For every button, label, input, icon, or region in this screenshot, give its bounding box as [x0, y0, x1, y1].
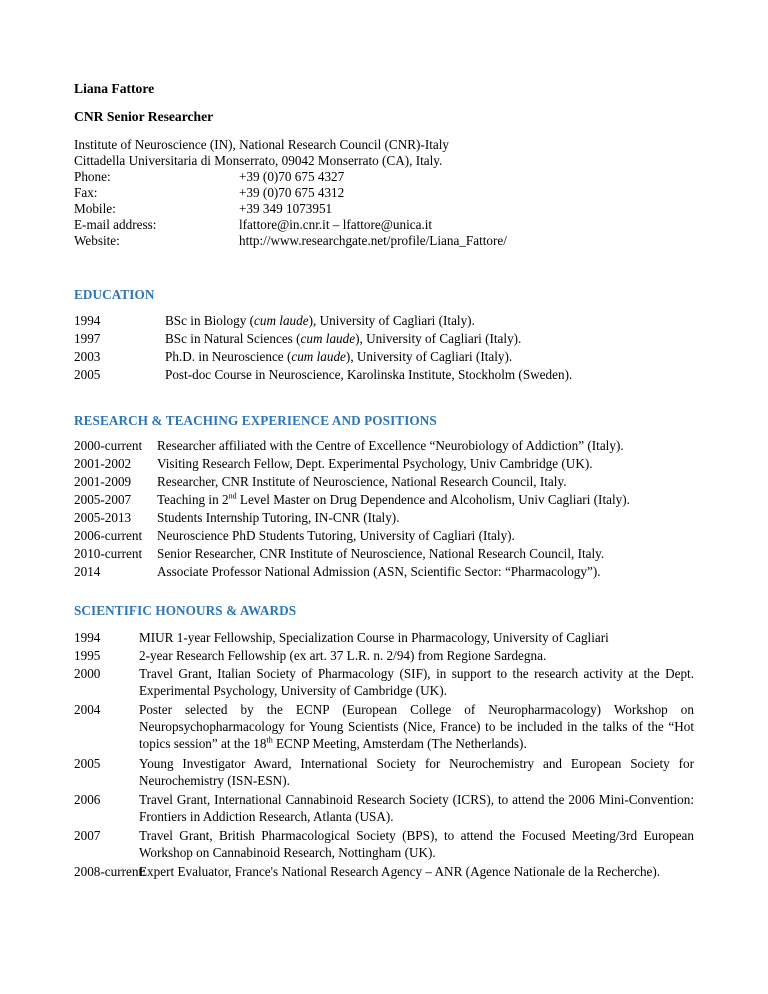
- award-year: 2004: [74, 702, 101, 717]
- award-row: [74, 791, 694, 825]
- contact-value: +39 349 1073951: [239, 201, 333, 216]
- research-text: Students Internship Tutoring, IN-CNR (Italy).: [157, 510, 400, 525]
- award-year: 2005: [74, 756, 101, 771]
- contact-label: Phone:: [74, 169, 111, 184]
- research-text: Researcher, CNR Institute of Neuroscience, National Research Council, Italy.: [157, 474, 567, 489]
- research-row: [74, 546, 605, 562]
- section-title-education: EDUCATION: [74, 287, 155, 302]
- award-row: [74, 647, 694, 664]
- research-text: Associate Professor National Admission (ASN, Scientific Sector: “Pharmacology”).: [157, 564, 601, 579]
- research-text: Senior Researcher, CNR Institute of Neuroscience, National Research Council, Italy.: [157, 546, 605, 561]
- research-year: 2005-2013: [74, 510, 132, 525]
- award-text: 2-year Research Fellowship (ex art. 37 L.R. n. 2/94) from Regione Sardegna.: [139, 648, 547, 663]
- award-year: 2000: [74, 666, 101, 681]
- research-year: 2010-current: [74, 546, 143, 561]
- research-row: [74, 564, 601, 580]
- address-line-1: Institute of Neuroscience (IN), National Research Council (CNR)-Italy: [74, 137, 449, 152]
- contact-label: E-mail address:: [74, 217, 157, 232]
- education-year: 2005: [74, 367, 101, 382]
- education-text: BSc in Biology (cum laude), University of Cagliari (Italy).: [165, 313, 475, 328]
- award-text: Travel Grant, Italian Society of Pharmacology (SIF), in support to the research activity at the Dept. Experimental Psychology, University of Cambridge (UK).: [139, 666, 694, 698]
- address-line-2: Cittadella Universitaria di Monserrato, 09042 Monserrato (CA), Italy.: [74, 153, 443, 168]
- education-year: 2003: [74, 349, 101, 364]
- research-row: [74, 456, 593, 472]
- award-row: [74, 863, 694, 880]
- research-year: 2000-current: [74, 438, 143, 453]
- education-row: [74, 349, 513, 365]
- research-text: Neuroscience PhD Students Tutoring, University of Cagliari (Italy).: [157, 528, 515, 543]
- contact-website: [74, 233, 507, 249]
- research-row: [74, 474, 567, 490]
- research-year: 2001-2009: [74, 474, 132, 489]
- award-text: Young Investigator Award, International Society for Neurochemistry and European Society for Neurochemistry (ISN-ESN).: [139, 756, 694, 788]
- education-year: 1997: [74, 331, 101, 346]
- award-row: [74, 827, 694, 861]
- contact-phone: [74, 169, 344, 185]
- research-row: [74, 510, 400, 526]
- contact-value[interactable]: http://www.researchgate.net/profile/Liana_Fattore/: [239, 233, 507, 248]
- research-text: Visiting Research Fellow, Dept. Experimental Psychology, Univ Cambridge (UK).: [157, 456, 593, 471]
- education-row: [74, 331, 522, 347]
- research-text: Teaching in 2nd Level Master on Drug Dependence and Alcoholism, Univ Cagliari (Italy).: [157, 491, 630, 507]
- award-text: MIUR 1-year Fellowship, Specialization Course in Pharmacology, University of Cagliari: [139, 630, 609, 645]
- person-name: Liana Fattore: [74, 81, 155, 96]
- contact-label: Website:: [74, 233, 120, 248]
- research-text: Researcher affiliated with the Centre of Excellence “Neurobiology of Addiction” (Italy).: [157, 438, 624, 453]
- research-row: [74, 528, 515, 544]
- education-year: 1994: [74, 313, 101, 328]
- award-row: [74, 629, 694, 646]
- research-row: [74, 438, 624, 454]
- award-text: Poster selected by the ECNP (European College of Neuropharmacology) Workshop on Neuropsychopharmacology for Young Scientists (Nice, France) to be included in the talks of the “Hot topics session” at the 18th ECNP Meeting, Amsterdam (The Netherlands).: [139, 702, 694, 751]
- contact-value: +39 (0)70 675 4312: [239, 185, 345, 200]
- award-text: Travel Grant, International Cannabinoid Research Society (ICRS), to attend the 2006 Mini-Convention: Frontiers in Addiction Research, Atlanta (USA).: [139, 792, 694, 824]
- contact-label: Mobile:: [74, 201, 116, 216]
- research-year: 2001-2002: [74, 456, 132, 471]
- research-row: [74, 491, 630, 508]
- section-title-research: RESEARCH & TEACHING EXPERIENCE AND POSITIONS: [74, 413, 437, 428]
- contact-email: [74, 217, 432, 233]
- contact-label: Fax:: [74, 185, 98, 200]
- contact-value[interactable]: lfattore@in.cnr.it – lfattore@unica.it: [239, 217, 433, 232]
- person-role: CNR Senior Researcher: [74, 109, 214, 124]
- education-row: [74, 367, 573, 383]
- section-title-awards: SCIENTIFIC HONOURS & AWARDS: [74, 603, 297, 618]
- contact-fax: [74, 185, 344, 201]
- research-year: 2014: [74, 564, 101, 579]
- award-row: [74, 755, 694, 789]
- education-text: Ph.D. in Neuroscience (cum laude), University of Cagliari (Italy).: [165, 349, 513, 364]
- award-year: 2006: [74, 792, 101, 807]
- award-text: Travel Grant, British Pharmacological Society (BPS), to attend the Focused Meeting/3rd European Workshop on Cannabinoid Research, Nottingham (UK).: [139, 828, 694, 860]
- contact-mobile: [74, 201, 332, 217]
- education-text: BSc in Natural Sciences (cum laude), University of Cagliari (Italy).: [165, 331, 522, 346]
- award-text: Expert Evaluator, France's National Research Agency – ANR (Agence Nationale de la Recherche).: [139, 864, 661, 879]
- award-row: [74, 701, 694, 752]
- research-year: 2006-current: [74, 528, 143, 543]
- award-year: 1995: [74, 648, 101, 663]
- award-row: [74, 665, 694, 699]
- research-year: 2005-2007: [74, 492, 132, 507]
- award-year: 2007: [74, 828, 101, 843]
- contact-value: +39 (0)70 675 4327: [239, 169, 345, 184]
- award-year: 1994: [74, 630, 101, 645]
- education-text: Post-doc Course in Neuroscience, Karolinska Institute, Stockholm (Sweden).: [165, 367, 573, 382]
- education-row: [74, 313, 475, 329]
- award-year: 2008-current:: [74, 864, 146, 879]
